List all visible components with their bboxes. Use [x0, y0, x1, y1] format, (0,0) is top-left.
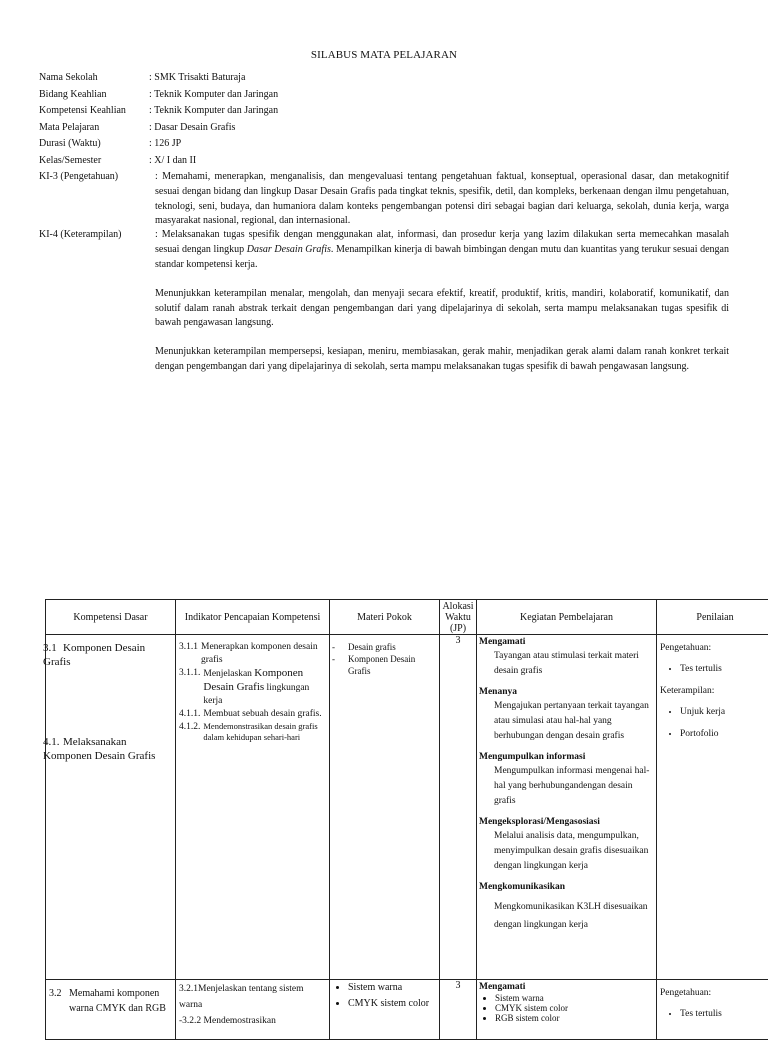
- kegiatan-section: Mengeksplorasi/Mengasosiasi Melalui analisis data, mengumpulkan, menyimpulkan desain grafis disesuaikan dengan lingkungan kerja: [479, 816, 652, 874]
- info-label: Kelas/Semester: [39, 155, 101, 167]
- info-label: Bidang Keahlian: [39, 89, 106, 101]
- penilaian-item: • Tes tertulis: [680, 1007, 768, 1021]
- info-value: : Dasar Desain Grafis: [149, 122, 235, 134]
- penilaian-label: Pengetahuan:: [660, 641, 768, 655]
- alokasi-cell: 3: [440, 980, 477, 1040]
- kegiatan-cell: Mengamati • Sistem warna • CMYK sistem color • RGB sistem color: [477, 980, 657, 1040]
- header-alokasi-waktu: Alokasi Waktu (JP): [440, 600, 477, 635]
- table-header-row: [46, 600, 768, 635]
- info-label: Durasi (Waktu): [39, 138, 101, 150]
- materi-item: • Sistem warna: [348, 981, 437, 994]
- kegiatan-item: • CMYK sistem color: [495, 1003, 652, 1013]
- indikator-item: 4.1.1. Membuat sebuah desain grafis.: [179, 708, 327, 721]
- materi-item: • CMYK sistem color: [348, 997, 437, 1010]
- indikator-item: 3.1.1. Menjelaskan Komponen Desain Grafis lingkungan kerja: [179, 667, 327, 708]
- kegiatan-section: Mengkomunikasikan Mengkomunikasikan K3LH disesuaikan dengan lingkungan kerja: [479, 881, 652, 934]
- penilaian-label: Keterampilan:: [660, 684, 768, 698]
- ki4-paragraph-3: Menunjukkan keterampilan mempersepsi, kesiapan, meniru, membiasakan, gerak mahir, menjadikan gerak alami dalam ranah konkret terkait dengan pengembangan dari yang dipelajarinya di sekolah, serta mampu melaksanakan tugas spesifik di bawah pengawasan langsung.: [155, 345, 729, 374]
- materi-cell: [330, 635, 440, 980]
- table-row: [46, 635, 768, 980]
- materi-cell: [330, 980, 440, 1040]
- header-indikator: Indikator Pencapaian Kompetensi: [176, 600, 330, 635]
- header-penilaian: Penilaian: [657, 600, 768, 635]
- penilaian-item: • Unjuk kerja: [680, 705, 768, 719]
- indikator-item: 4.1.2. Mendemonstrasikan desain grafis dalam kehidupan sehari-hari: [179, 721, 327, 743]
- kompetensi-dasar-cell: [46, 635, 176, 980]
- document-title: SILABUS MATA PELAJARAN: [0, 49, 768, 61]
- ki3-text: : Memahami, menerapkan, menganalisis, dan mengevaluasi tentang pengetahuan faktual, konseptual, operasional dasar, dan metakognitif sesuai dengan bidang dan lingkup Dasar Desain Grafis pada tingkat teknis, spesifik, detil, dan kompleks, berkenaan dengan ilmu pengetahuan, teknologi, seni, budaya, dan humaniora dalam konteks pengembangan potensi diri sebagai bagian dari keluarga, sekolah, dunia kerja, warga masyarakat nasional, regional, dan internasional.: [155, 170, 729, 229]
- penilaian-cell: [657, 980, 768, 1040]
- kd-3-1: 3.1 Komponen Desain Grafis: [43, 641, 171, 669]
- kd-4-1: 4.1. Melaksanakan Komponen Desain Grafis: [43, 735, 171, 763]
- info-value: : X/ I dan II: [149, 155, 196, 167]
- header-materi-pokok: Materi Pokok: [330, 600, 440, 635]
- penilaian-cell: [657, 635, 768, 980]
- indikator-item: 3.1.1 Menerapkan komponen desain grafis: [179, 641, 327, 667]
- kegiatan-item: • Sistem warna: [495, 993, 652, 1003]
- penilaian-label: Pengetahuan:: [660, 986, 768, 1000]
- header-kompetensi-dasar: Kompetensi Dasar: [46, 600, 176, 635]
- ki4-paragraph-2: Menunjukkan keterampilan menalar, mengolah, dan menyaji secara efektif, kreatif, produktif, kritis, mandiri, kolaboratif, komunikatif, dan solutif dalam ranah abstrak terkait dengan pengembangan dari yang dipelajarinya di sekolah, serta mampu melaksanakan tugas spesifik di bawah pengawasan langsung.: [155, 287, 729, 331]
- table-row: [46, 980, 768, 1040]
- indikator-item: 3.2.1Menjelaskan tentang sistem warna: [179, 981, 327, 1013]
- penilaian-item: • Portofolio: [680, 727, 768, 741]
- info-label: Mata Pelajaran: [39, 122, 99, 134]
- ki4-block: [39, 228, 729, 274]
- indikator-cell: [176, 635, 330, 980]
- alokasi-cell: 3: [440, 635, 477, 980]
- ki3-block: [39, 170, 729, 230]
- penilaian-item: • Tes tertulis: [680, 662, 768, 676]
- kegiatan-cell: [477, 635, 657, 980]
- materi-item: - Komponen Desain Grafis: [332, 653, 437, 677]
- kegiatan-section: Menanya Mengajukan pertanyaan terkait tayangan atau simulasi atau hal-hal yang berhubungan dengan desain grafis: [479, 686, 652, 744]
- info-value: : Teknik Komputer dan Jaringan: [149, 89, 278, 101]
- ki3-label: KI-3 (Pengetahuan): [39, 170, 118, 185]
- indikator-item: -3.2.2 Mendemostrasikan: [179, 1013, 327, 1029]
- syllabus-table: [45, 599, 768, 1040]
- indikator-cell: [176, 980, 330, 1040]
- info-value: : SMK Trisakti Baturaja: [149, 72, 245, 84]
- kegiatan-item: • RGB sistem color: [495, 1013, 652, 1023]
- header-kegiatan: Kegiatan Pembelajaran: [477, 600, 657, 635]
- kompetensi-dasar-cell: 3.2 Memahami komponen warna CMYK dan RGB: [46, 980, 176, 1040]
- info-label: Nama Sekolah: [39, 72, 98, 84]
- info-value: : 126 JP: [149, 138, 181, 150]
- info-label: Kompetensi Keahlian: [39, 105, 126, 117]
- materi-item: - Desain grafis: [332, 641, 437, 653]
- subject-name-italic: Dasar Desain Grafis: [247, 244, 331, 255]
- kegiatan-section: Mengumpulkan informasi Mengumpulkan informasi mengenai hal-hal yang berhubungandengan desain grafis: [479, 751, 652, 809]
- ki4-text: : Melaksanakan tugas spesifik dengan menggunakan alat, informasi, dan prosedur kerja yang lazim dilakukan serta memecahkan masalah sesuai dengan lingkup Dasar Desain Grafis. Menampilkan kinerja di bawah bimbingan dengan mutu dan kuantitas yang terukur sesuai dengan standar kompetensi kerja.: [155, 228, 729, 272]
- info-value: : Teknik Komputer dan Jaringan: [149, 105, 278, 117]
- kegiatan-section: Mengamati Tayangan atau stimulasi terkait materi desain grafis: [479, 636, 652, 679]
- ki4-label: KI-4 (Keterampilan): [39, 228, 121, 243]
